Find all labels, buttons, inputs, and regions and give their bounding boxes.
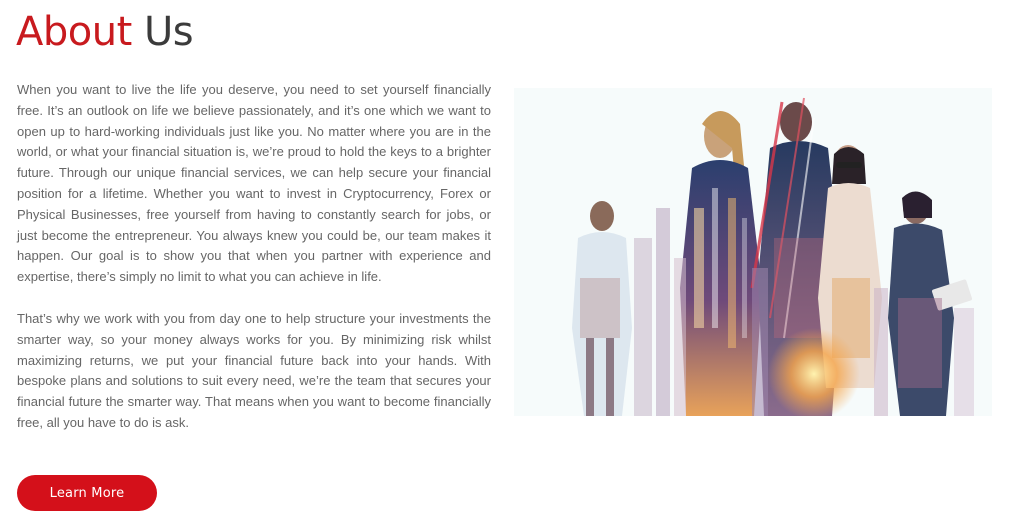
page-title <box>16 6 193 58</box>
about-paragraph-1: When you want to live the life you deserve, you need to set yourself financially free. It’s an outlook on life we believe passionately, and it’s one which we want to open up to hard-working individuals just like you. No matter where you are in the world, or what your financial situation is, we’re proud to hold the keys to a brighter future. Through our unique financial services, we can help secure your financial position for a lifetime. Whether you want to invest in Cryptocurrency, Forex or Physical Businesses, free yourself from having to constantly search for jobs, or just become the entrepreneur. You always knew you could be, our team makes it happen. Our goal is to show you that when you partner with experience and expertise, there’s simply no limit to what you can achieve in life. <box>17 82 491 285</box>
learn-more-button[interactable]: Learn More <box>17 475 157 511</box>
about-text <box>17 80 491 434</box>
business-team-city-image <box>514 88 992 416</box>
light-glow <box>768 328 860 416</box>
title-us: Us <box>143 9 194 55</box>
title-about: About <box>16 9 132 55</box>
team-image <box>514 88 992 416</box>
about-paragraph-2: That’s why we work with you from day one to help structure your investments the smarter way, so your money always works for you. By minimizing risk whilst maximizing returns, we put your financial future back into your hands. With bespoke plans and solutions to suit every need, we’re the team that secures your financial future the smarter way. That means when you want to become financially free, all you have to do is ask. <box>17 310 491 430</box>
